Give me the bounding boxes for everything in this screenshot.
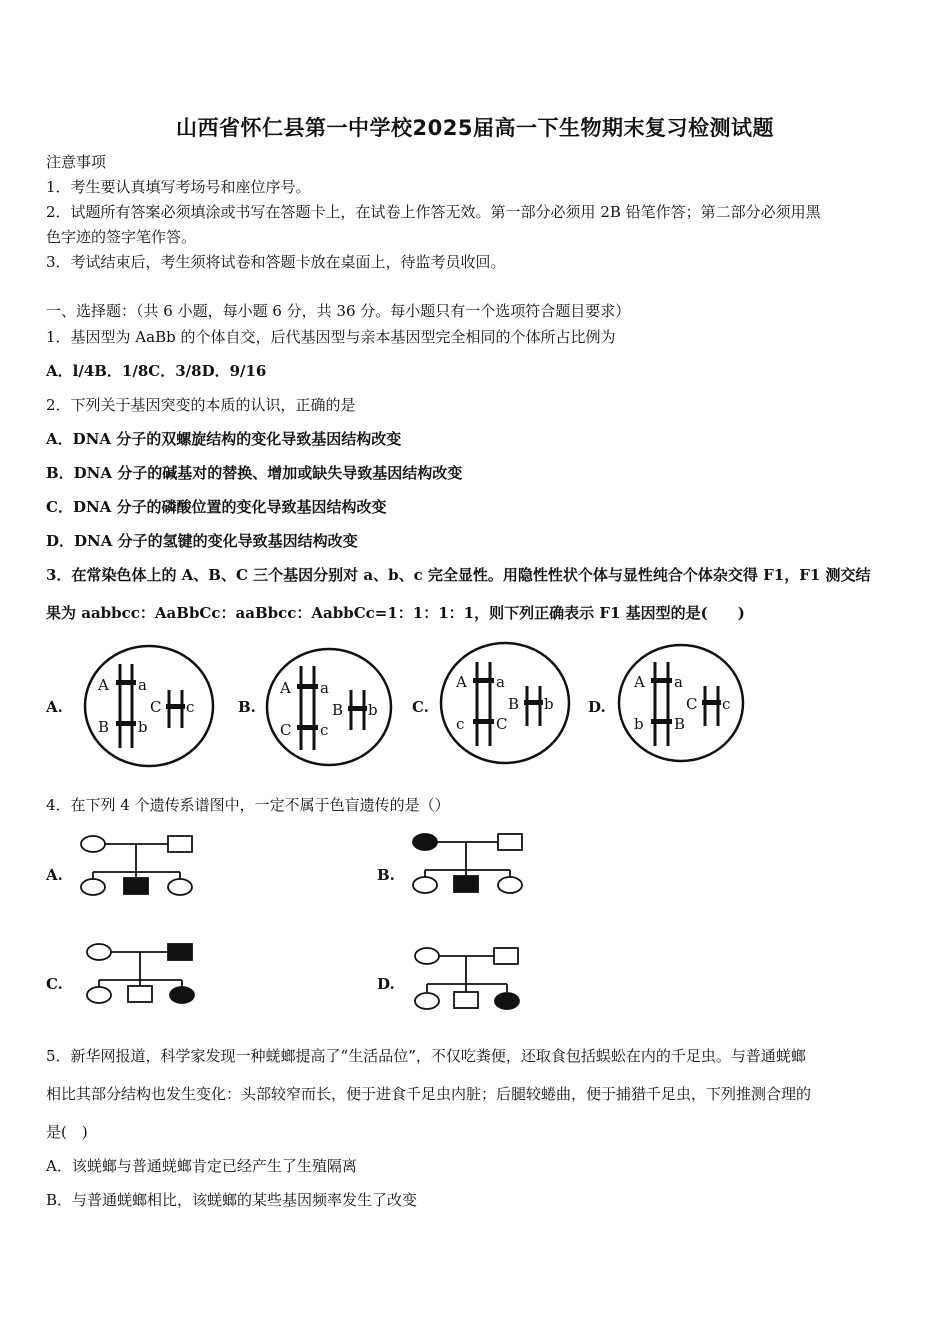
q4-label-c: C. (46, 975, 63, 993)
gene-label: a (496, 673, 505, 691)
gene-label: B (508, 695, 520, 713)
gene-label: A (98, 676, 109, 694)
gene-label: a (674, 673, 683, 691)
notice-item-2-cont: 色字迹的签字笔作答。 (46, 228, 197, 246)
q3-label-d: D. (588, 698, 606, 716)
q2-option-b: B．DNA 分子的碱基对的替换、增加或缺失导致基因结构改变 (46, 464, 463, 482)
pedigree-d (412, 944, 532, 1012)
q1-options: A．l/4B．1/8C．3/8D．9/16 (46, 362, 267, 380)
gene-label: C (496, 715, 508, 733)
q2-option-c: C．DNA 分子的磷酸位置的变化导致基因结构改变 (46, 498, 387, 516)
gene-label: A (280, 679, 291, 697)
cell-diagram-a (82, 642, 216, 772)
q5-stem-2: 相比其部分结构也发生变化：头部较窄而长，便于进食千足虫内脏；后腿较蜷曲，便于捕猎千足虫，下列推测合理的 (46, 1085, 812, 1103)
gene-label: a (138, 676, 147, 694)
q2-stem: 2．下列关于基因突变的本质的认识，正确的是 (46, 396, 356, 414)
cell-diagram-b (264, 644, 398, 774)
q3-label-a: A. (46, 698, 63, 716)
gene-label: b (138, 718, 148, 736)
q3-label-c: C. (412, 698, 429, 716)
q4-label-b: B. (377, 866, 395, 884)
pedigree-c (84, 940, 204, 1006)
gene-label: b (544, 695, 554, 713)
gene-label: b (368, 701, 378, 719)
q1-stem: 1．基因型为 AaBb 的个体自交，后代基因型与亲本基因型完全相同的个体所占比例为 (46, 328, 616, 346)
gene-label: A (456, 673, 467, 691)
q5-option-a: A．该蜣螂与普通蜣螂肯定已经产生了生殖隔离 (46, 1157, 357, 1175)
q5-stem-1: 5．新华网报道，科学家发现一种蜣螂提高了“生活品位”，不仅吃粪便，还取食包括蜈蚣在内的千足虫。与普通蜣螂 (46, 1047, 806, 1065)
gene-label: c (722, 695, 731, 713)
notice-heading: 注意事项 (46, 153, 107, 171)
notice-item-2: 2．试题所有答案必须填涂或书写在答题卡上，在试卷上作答无效。第一部分必须用 2B 铅笔作答；第二部分必须用黑 (46, 203, 821, 221)
gene-label: a (320, 679, 329, 697)
gene-label: C (150, 698, 162, 716)
q3-stem-1: 3．在常染色体上的 A、B、C 三个基因分别对 a、b、c 完全显性。用隐性性状个体与显性纯合个体杂交得 F1，F1 测交结 (46, 566, 871, 584)
q5-option-b: B．与普通蜣螂相比，该蜣螂的某些基因频率发生了改变 (46, 1191, 418, 1209)
q2-option-d: D．DNA 分子的氢键的变化导致基因结构改变 (46, 532, 358, 550)
notice-item-1: 1．考生要认真填写考场号和座位序号。 (46, 178, 311, 196)
q5-stem-3: 是( ) (46, 1123, 88, 1141)
gene-label: b (634, 715, 644, 733)
q4-label-a: A. (46, 866, 63, 884)
q4-stem: 4．在下列 4 个遗传系谱图中，一定不属于色盲遗传的是（） (46, 796, 450, 814)
gene-label: C (686, 695, 698, 713)
q2-option-a: A．DNA 分子的双螺旋结构的变化导致基因结构改变 (46, 430, 402, 448)
gene-label: B (332, 701, 344, 719)
pedigree-b (410, 830, 530, 896)
gene-label: C (280, 721, 292, 739)
gene-label: c (186, 698, 195, 716)
gene-label: B (674, 715, 686, 733)
cell-diagram-c (440, 640, 574, 770)
gene-label: B (98, 718, 110, 736)
section-heading: 一、选择题：（共 6 小题，每小题 6 分，共 36 分。每小题只有一个选项符合题目要求） (46, 302, 631, 320)
gene-label: c (320, 721, 329, 739)
notice-item-3: 3．考试结束后，考生须将试卷和答题卡放在桌面上，待监考员收回。 (46, 253, 506, 271)
pedigree-a (78, 832, 198, 898)
q4-label-d: D. (377, 975, 395, 993)
q3-label-b: B. (238, 698, 256, 716)
q3-stem-2: 果为 aabbcc：AaBbCc：aaBbcc：AabbCc=1：1：1：1，则下列正确表示 F1 基因型的是( ) (46, 604, 745, 622)
cell-diagram-d (618, 640, 752, 770)
gene-label: c (456, 715, 465, 733)
page-title: 山西省怀仁县第一中学校2025届高一下生物期末复习检测试题 (176, 116, 774, 140)
gene-label: A (634, 673, 645, 691)
